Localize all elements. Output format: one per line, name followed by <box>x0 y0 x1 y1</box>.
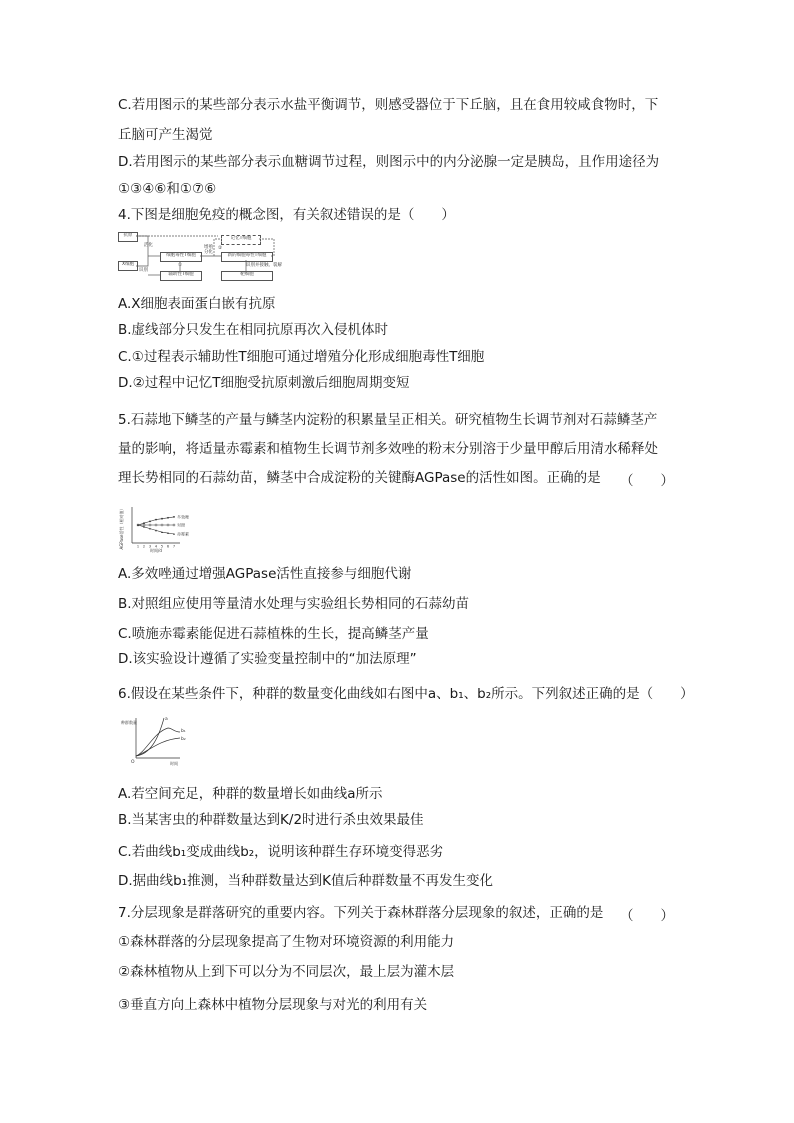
q5-option-b: B.对照组应使用等量清水处理与实验组长势相同的石蒜幼苗 <box>118 596 470 612</box>
curve-b1-label: b₁ <box>181 729 186 734</box>
q4-option-d: D.②过程中记忆T细胞受抗原刺激后细胞周期变短 <box>118 375 410 391</box>
fig5-series-label: 赤霉素 <box>177 531 189 537</box>
agpase-activity-chart <box>118 503 208 553</box>
fig6-xlabel: 时间 <box>170 761 178 766</box>
option-c-line1: C.若用图示的某些部分表示水盐平衡调节，则感受器位于下丘脑，且在食用较咸食物时，下 <box>118 97 659 113</box>
q4-option-a: A.X细胞表面蛋白嵌有抗原 <box>118 296 276 312</box>
curve-b2-label: b₂ <box>181 737 186 742</box>
q5-option-c: C.喷施赤霉素能促进石蒜植株的生长，提高鳞茎产量 <box>118 626 429 642</box>
fig5-x-tick: 3 <box>148 544 152 549</box>
fig6-origin: O <box>131 760 135 765</box>
concept-map-arrows <box>118 230 278 282</box>
fig5-data-point <box>167 524 169 526</box>
memory-t-box: 记忆T细胞 <box>221 235 261 245</box>
antigen-box: 抗原 <box>118 232 138 242</box>
x-cell-box: X细胞 <box>118 261 138 271</box>
fig5-x-tick: 4 <box>154 544 158 549</box>
fig5-xlabel: 时间/d <box>150 548 162 553</box>
q5-option-d: D.该实验设计遵循了实验变量控制中的“加法原理” <box>118 651 417 667</box>
q7-statement-2: ②森林植物从上到下可以分为不同层次，最上层为灌木层 <box>118 964 455 980</box>
activate-label: 活化 <box>144 243 153 248</box>
fig5-data-point <box>143 524 145 526</box>
curve-b2 <box>136 738 180 756</box>
fig5-x-tick: 5 <box>160 544 164 549</box>
question-6: 6.假设在某些条件下，种群的数量变化曲线如右图中a、b₁、b₂所示。下列叙述正确的是（ ） <box>118 686 694 702</box>
cytotoxic-t-box: 细胞毒性T细胞 <box>160 252 202 262</box>
q6-option-b: B.当某害虫的种群数量达到K/2时进行杀虫效果最佳 <box>118 812 424 828</box>
fig5-data-point <box>143 522 145 524</box>
population-curve-chart <box>118 712 198 768</box>
fig5-data-point <box>149 521 151 523</box>
fig5-data-point <box>167 517 169 519</box>
recognize-label: 识别 <box>139 268 148 273</box>
question-5-line3: 理长势相同的石蒜幼苗，鳞茎中合成淀粉的关键酶AGPase的活性如图。正确的是 <box>118 470 601 486</box>
fig5-data-point <box>173 524 175 526</box>
q4-option-b: B.虚线部分只发生在相同抗原再次入侵机体时 <box>118 322 389 338</box>
option-d-line1: D.若用图示的某些部分表示血糖调节过程，则图示中的内分泌腺一定是胰岛，且作用途径为 <box>118 154 660 170</box>
question-7: 7.分层现象是群落研究的重要内容。下列关于森林群落分层现象的叙述，正确的是 <box>118 905 604 921</box>
question-7-answer-paren: （ ） <box>620 908 674 924</box>
fig5-data-point <box>161 518 163 520</box>
recognize-attack-label: 识别并接触、裂解 <box>246 263 282 268</box>
question-4: 4.下图是细胞免疫的概念图，有关叙述错误的是（ ） <box>118 207 455 223</box>
q7-statement-3: ③垂直方向上森林中植物分层现象与对光的利用有关 <box>118 997 428 1013</box>
fig5-x-tick: 6 <box>166 544 170 549</box>
question-5-answer-paren: （ ） <box>620 473 674 489</box>
q6-option-d: D.据曲线b₁推测，当种群数量达到K值后种群数量不再发生变化 <box>118 873 494 889</box>
curve-a-label: a <box>165 717 168 722</box>
q6-option-c: C.若曲线b₁变成曲线b₂，说明该种群生存环境变得恶劣 <box>118 844 444 860</box>
q4-option-c: C.①过程表示辅助性T细胞可通过增殖分化形成细胞毒性T细胞 <box>118 349 485 365</box>
q5-option-a: A.多效唑通过增强AGPase活性直接参与细胞代谢 <box>118 566 412 582</box>
target-cell-box: 靶细胞 <box>221 271 273 281</box>
fig5-data-point <box>155 524 157 526</box>
fig5-series-label: 多效唑 <box>177 514 189 520</box>
fig5-data-point <box>161 524 163 526</box>
fig5-x-tick: 1 <box>136 544 140 549</box>
q6-option-a: A.若空间充足，种群的数量增长如曲线a所示 <box>118 786 383 802</box>
curve-b1 <box>136 728 180 756</box>
fig5-data-point <box>149 524 151 526</box>
step-1-label: ① <box>178 263 183 268</box>
option-d-line2: ①③④⑥和①⑦⑥ <box>118 181 217 197</box>
helper-t-box: 辅助性T细胞 <box>160 271 202 281</box>
fig5-x-tick: 7 <box>172 544 176 549</box>
fig5-ylabel: AGPase活性（相对值） <box>119 506 124 550</box>
question-5-line1: 5.石蒜地下鳞茎的产量与鳞茎内淀粉的积累量呈正相关。研究植物生长调节剂对石蒜鳞茎产 <box>118 412 658 428</box>
option-c-line2: 丘脑可产生渴觉 <box>118 127 213 143</box>
step-2-label: ② <box>218 246 223 251</box>
fig5-data-point <box>173 516 175 518</box>
proliferate-label: 增殖分化 <box>204 245 213 255</box>
fig5-series-label: 对照 <box>177 522 185 528</box>
q7-statement-1: ①森林群落的分层现象提高了生物对环境资源的利用能力 <box>118 934 455 950</box>
curve-a <box>136 718 164 756</box>
fig6-ylabel: 种群数量 <box>121 720 137 725</box>
immunity-concept-map <box>118 230 282 282</box>
fig5-x-tick: 2 <box>142 544 146 549</box>
new-cytotoxic-t-box: 新的细胞毒性T细胞 <box>221 252 273 262</box>
question-5-line2: 量的影响，将适量赤霉素和植物生长调节剂多效唑的粉末分别溶于少量甲醇后用清水稀释处 <box>118 441 658 457</box>
fig5-data-point <box>155 519 157 521</box>
